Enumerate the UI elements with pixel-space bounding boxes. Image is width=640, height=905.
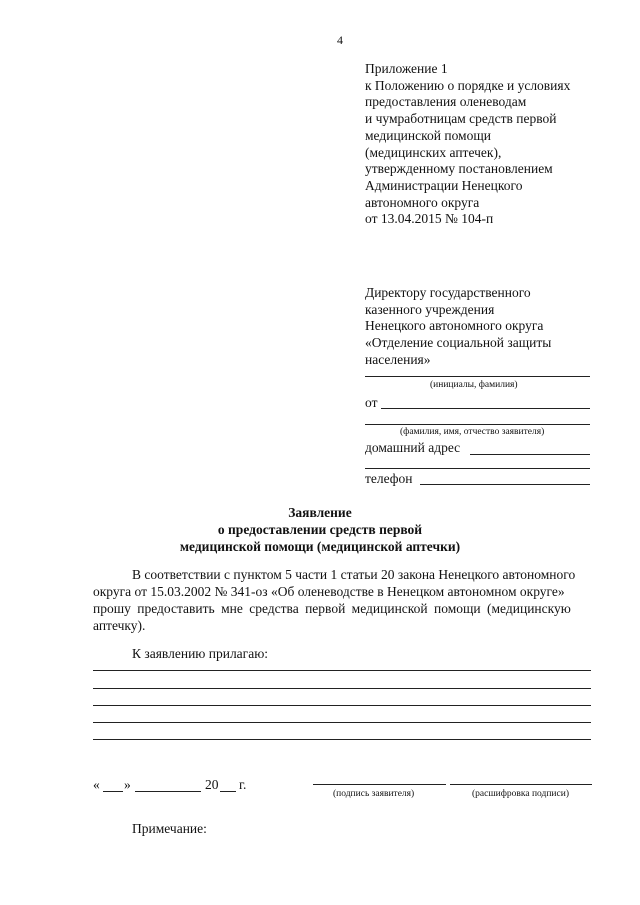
attach-line	[93, 722, 591, 723]
body-line: округа от 15.03.2002 № 341-оз «Об оленеводстве в Ненецком автономном округе»	[93, 584, 565, 599]
date-year-line	[220, 791, 236, 792]
body-line: аптечку).	[93, 618, 146, 633]
appendix-line: Приложение 1	[365, 61, 448, 76]
home-address-label: домашний адрес	[365, 440, 461, 455]
attach-line	[93, 688, 591, 689]
attach-line	[93, 705, 591, 706]
year-suffix: г.	[239, 777, 247, 792]
addressee-line: Директору государственного	[365, 285, 531, 300]
appendix-line: предоставления оленеводам	[365, 94, 527, 110]
addressee-line: казенного учреждения	[365, 301, 495, 317]
addressee-block	[365, 285, 551, 369]
attach-line	[93, 739, 591, 740]
addressee-line: населения»	[365, 351, 431, 367]
home-address-line-2	[365, 468, 590, 469]
appendix-line: автономного округа	[365, 194, 480, 210]
from-label: от	[365, 395, 378, 410]
phone-label: телефон	[365, 471, 413, 486]
home-address-line	[470, 454, 590, 455]
attach-line	[93, 670, 591, 671]
title-line: Заявление	[288, 505, 352, 520]
appendix-line: (медицинских аптечек),	[365, 144, 502, 160]
signature-caption: (подпись заявителя)	[333, 789, 415, 799]
year-prefix: 20	[205, 777, 219, 792]
body-line: прошу предоставить мне средства первой медицинской помощи (медицинскую	[93, 601, 571, 616]
title-line: медицинской помощи (медицинской аптечки)	[179, 539, 461, 554]
decoding-caption: (расшифровка подписи)	[472, 789, 569, 799]
appendix-line: и чумработницам средств первой	[365, 111, 557, 127]
phone-line	[420, 484, 590, 485]
appendix-line: от 13.04.2015 № 104-п	[365, 211, 494, 227]
applicant-line	[365, 424, 590, 425]
decoding-line	[450, 784, 592, 785]
appendix-line: медицинской помощи	[365, 127, 491, 143]
date-month-line	[135, 791, 201, 792]
appendix-line: Администрации Ненецкого	[365, 177, 523, 193]
applicant-caption: (фамилия, имя, отчество заявителя)	[400, 427, 545, 437]
from-line	[381, 408, 590, 409]
document-title	[0, 504, 640, 555]
addressee-line: «Отделение социальной защиты	[365, 335, 552, 351]
appendix-line: к Положению о порядке и условиях	[365, 77, 571, 93]
appendix-line: утвержденному постановлением	[365, 161, 553, 177]
note-label: Примечание:	[132, 821, 207, 836]
page-number: 4	[337, 33, 343, 47]
title-line: о предоставлении средств первой	[217, 522, 423, 537]
date-open-quote: «	[93, 777, 100, 792]
body-line: В соответствии с пунктом 5 части 1 статьи 20 закона Ненецкого автономного	[132, 567, 576, 582]
appendix-block	[365, 61, 570, 228]
date-day-line	[103, 791, 123, 792]
initials-caption: (инициалы, фамилия)	[430, 380, 518, 390]
initials-line	[365, 376, 590, 377]
attach-label: К заявлению прилагаю:	[132, 646, 269, 661]
addressee-line: Ненецкого автономного округа	[365, 318, 544, 334]
date-close-quote: »	[124, 777, 131, 792]
signature-line	[313, 784, 446, 785]
